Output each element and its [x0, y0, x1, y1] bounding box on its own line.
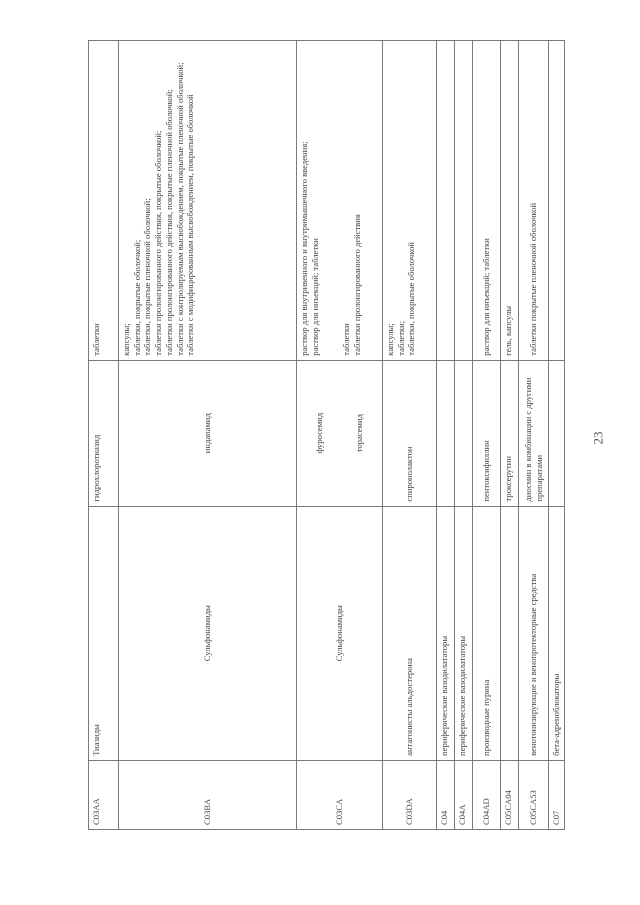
table-row [455, 41, 473, 830]
document-page [88, 40, 560, 830]
table-row [297, 41, 383, 830]
form-line: таблетки покрытые пленочной оболочкой [528, 202, 539, 356]
form-line: таблетки, покрытые пленочной оболочкой; [142, 198, 153, 356]
group-name: бета-адреноблокаторы [549, 506, 565, 760]
form-line: капсулы; [385, 323, 395, 356]
table-row [89, 41, 119, 830]
atc-code: C03DA [383, 760, 437, 829]
form-line: таблетки [341, 323, 351, 356]
form-line: таблетки пролонгированного действия, покрытые оболочкой; [153, 130, 164, 356]
group-name: периферические вазодилататоры [437, 506, 455, 760]
atc-code: C04AD [473, 760, 501, 829]
atc-code: C07 [549, 760, 565, 829]
group-name: антагонисты альдостерона [383, 506, 437, 760]
page-number: 23 [590, 431, 606, 445]
group-name: Сульфонамиды [119, 506, 297, 760]
group-name: Тиазиды [89, 506, 119, 760]
rotated-page [88, 40, 560, 830]
dosage-forms [473, 41, 501, 361]
table-row [119, 41, 297, 830]
drug-name [297, 360, 383, 506]
group-name: Сульфонамиды [297, 506, 383, 760]
drug-name: индапамид [119, 360, 297, 506]
atc-code: C04 [437, 760, 455, 829]
dosage-forms [89, 41, 119, 361]
drug-name: диосмин в комбинации с другими препаратами [519, 360, 549, 506]
form-line: таблетки с модифицированным высвобождением, покрытые оболочкой [185, 94, 196, 356]
dosage-forms [383, 41, 437, 361]
form-line: раствор для инъекций; таблетки [481, 238, 492, 356]
form-line: таблетки, покрытые оболочкой [406, 242, 417, 356]
dosage-forms [437, 41, 455, 361]
atc-code: C04A [455, 760, 473, 829]
table-row [501, 41, 519, 830]
form-line: таблетки [91, 323, 101, 356]
dosage-forms [297, 41, 383, 361]
drug-name [437, 360, 455, 506]
form-line: раствор для внутривенного и внутримышечного введения; [299, 141, 309, 356]
form-line: раствор для инъекций; таблетки [309, 238, 320, 356]
table-row [519, 41, 549, 830]
drug-name: пентоксифиллин [473, 360, 501, 506]
group-name: периферические вазодилататоры [455, 506, 473, 760]
dosage-forms [119, 41, 297, 361]
drug-name-2: торасемид [353, 414, 364, 453]
dosage-forms [455, 41, 473, 361]
drug-name: троксерутин [501, 360, 519, 506]
form-line: таблетки с контролируемым высвобождением, покрытые пленочной оболочкой; [174, 62, 185, 356]
group-name: производные пурина [473, 506, 501, 760]
atc-code: C03BA [119, 760, 297, 829]
atc-code: C03AA [89, 760, 119, 829]
drug-table [88, 40, 565, 830]
form-line: капсулы; [121, 323, 131, 356]
table-row [437, 41, 455, 830]
atc-code: C05CA53 [519, 760, 549, 829]
dosage-forms [549, 41, 565, 361]
drug-name-1: фуросемид [313, 412, 324, 454]
group-name: венотонизирующие и венопротекторные средства [519, 506, 549, 760]
table-row [383, 41, 437, 830]
form-line: таблетки, покрытые оболочкой; [131, 239, 142, 356]
form-line: таблетки пролонгированного действия [351, 214, 362, 356]
form-line: гель, капсулы [503, 305, 513, 356]
drug-name [455, 360, 473, 506]
drug-name: спиронолактон [383, 360, 437, 506]
atc-code: C03CA [297, 760, 383, 829]
group-name [501, 506, 519, 760]
table-row [473, 41, 501, 830]
form-line: таблетки; [395, 320, 406, 356]
dosage-forms [501, 41, 519, 361]
table-row [549, 41, 565, 830]
dosage-forms [519, 41, 549, 361]
atc-code: C05CA04 [501, 760, 519, 829]
form-line: таблетки пролонгированного действия, покрытые пленочной оболочкой; [163, 89, 174, 356]
drug-name: гидрохлоротиазид [89, 360, 119, 506]
drug-name [549, 360, 565, 506]
